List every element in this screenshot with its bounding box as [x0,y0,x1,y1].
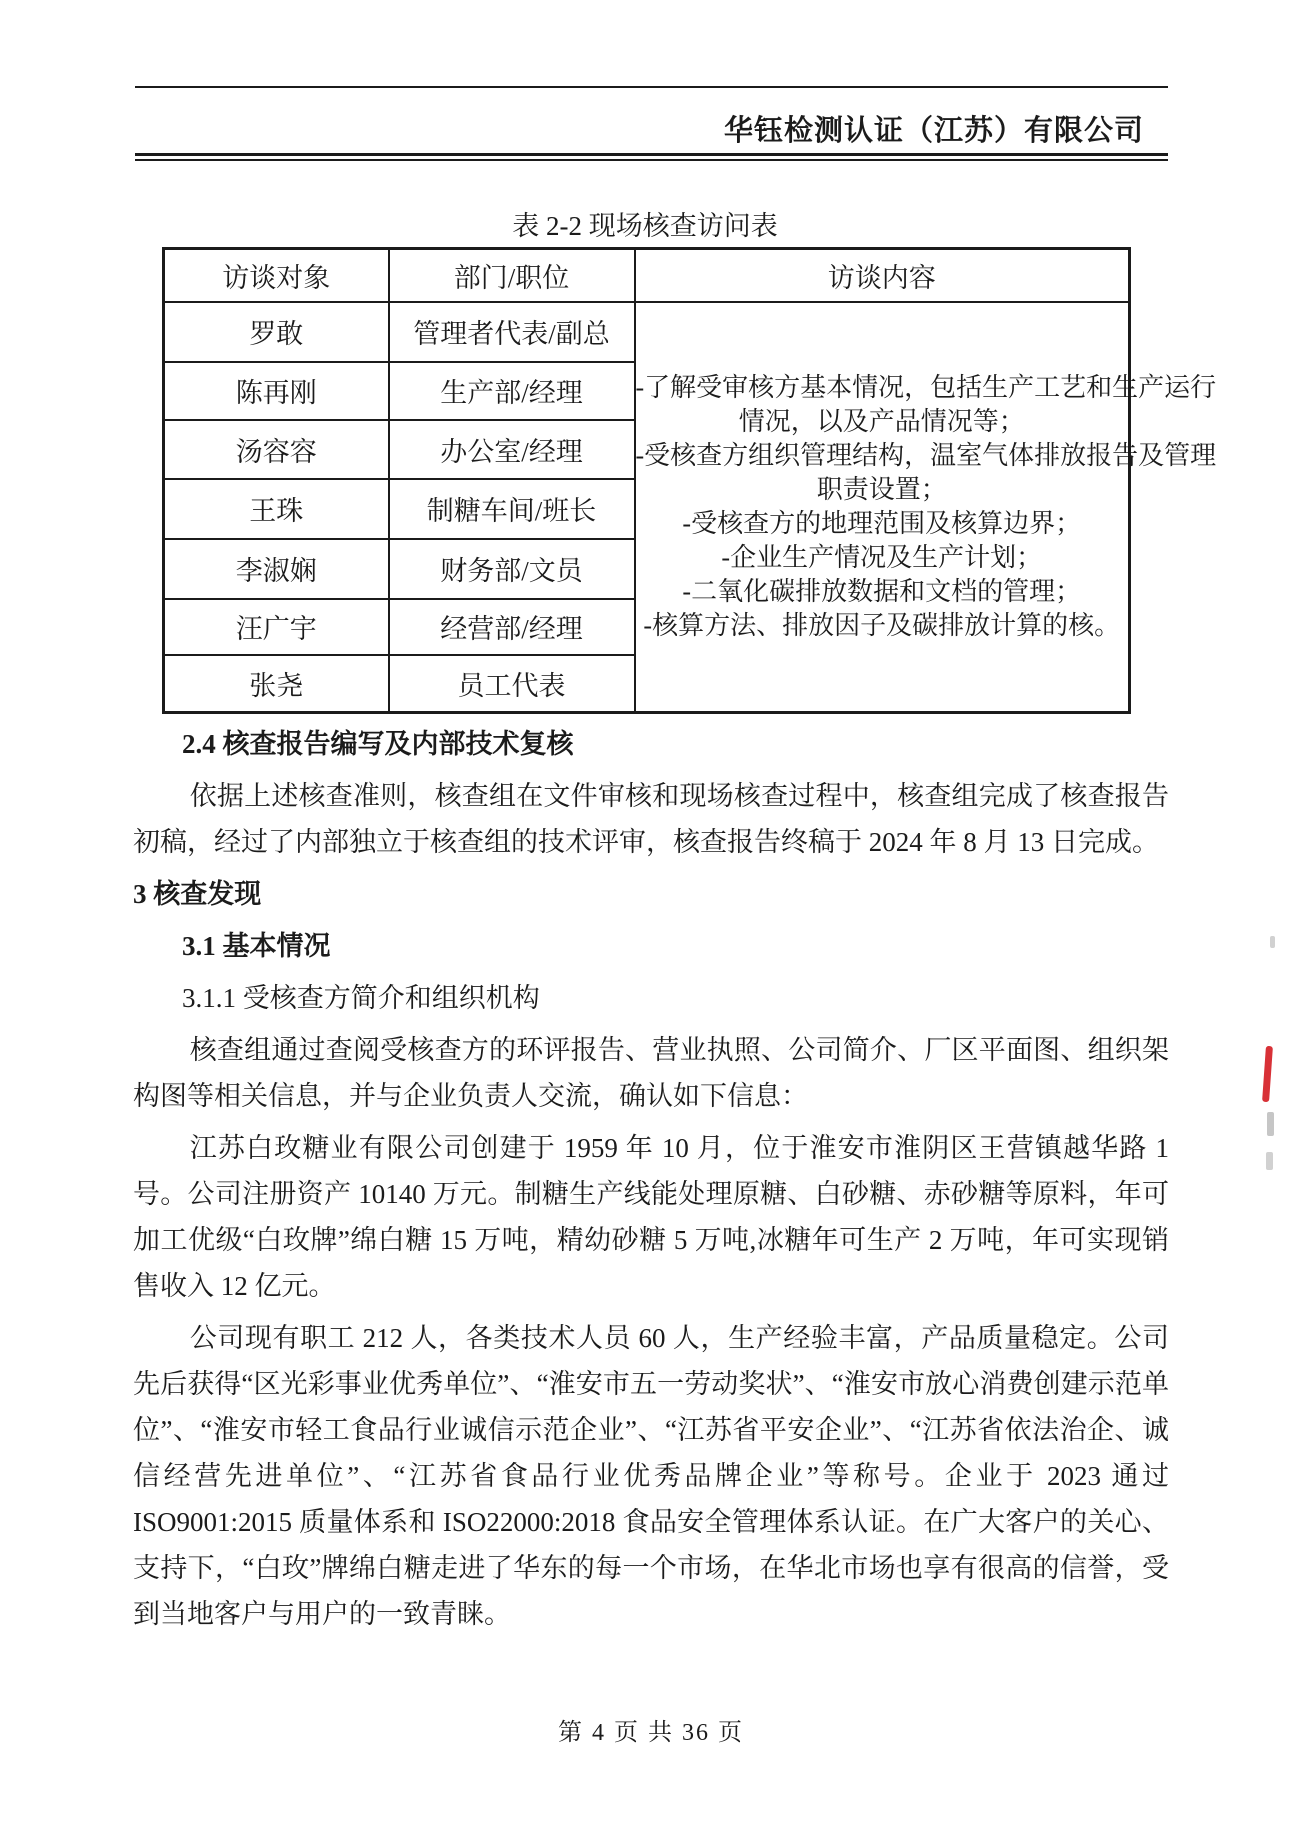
interview-content-line: -受核查方组织管理结构，温室气体排放报告及管理 [635,440,1217,470]
section-heading-3: 3 核查发现 [133,879,262,909]
interview-table [162,247,1217,714]
interviewee-name-cell: 陈再刚 [164,362,389,420]
col-header-interviewee: 访谈对象 [164,249,389,302]
interviewee-name-cell: 李淑娴 [164,539,389,599]
interviewee-name-cell: 罗敢 [164,302,389,362]
interview-content-line: 职责设置； [816,474,947,504]
scan-smudge [1266,1152,1273,1170]
interview-content-line: -核算方法、排放因子及碳排放计算的核。 [643,610,1121,640]
position-cell: 员工代表 [389,655,635,713]
interviewee-name-cell: 汪广宇 [164,599,389,655]
position-cell: 财务部/文员 [389,539,635,599]
interview-content-cell [635,302,1217,713]
paragraph-company-achievements: 公司现有职工 212 人，各类技术人员 60 人，生产经验丰富，产品质量稳定。公司先后获得“区光彩事业优秀单位”、“淮安市五一劳动奖状”、“淮安市放心消费创建示范单位”、“淮安市轻工食品行业诚信示范企业”、“江苏省平安企业”、“江苏省依法治企、诚信经营先进单位”、“江苏省食品行业优秀品牌企业”等称号。企业于 2023 通过 ISO9001:2015 质量体系和 ISO22000:2018 食品安全管理体系认证。在广大客户的关心、支持下，“白玫”牌绵白糖走进了华东的每一个市场，在华北市场也享有很高的信誉，受到当地客户与用户的一致青睐。 [133,1323,1169,1629]
position-cell: 办公室/经理 [389,420,635,479]
paragraph-company-review-sources: 核查组通过查阅受核查方的环评报告、营业执照、公司简介、厂区平面图、组织架构图等相关信息，并与企业负责人交流，确认如下信息： [133,1035,1169,1111]
scan-smudge [1270,936,1275,948]
header-top-rule [135,86,1168,88]
section-heading-2-4: 2.4 核查报告编写及内部技术复核 [182,729,574,759]
position-cell: 制糖车间/班长 [389,479,635,539]
table-header-row [164,249,1130,302]
interview-content-line: -受核查方的地理范围及核算边界； [682,508,1082,538]
interview-content-line: 情况，以及产品情况等； [738,406,1025,436]
interview-content-line: -了解受审核方基本情况，包括生产工艺和生产运行 [635,372,1217,402]
page-number: 第 4 页 共 36 页 [558,1720,744,1746]
interviewee-name-cell: 汤容容 [164,420,389,479]
table-caption: 表 2-2 现场核查访问表 [512,211,778,241]
col-header-department: 部门/职位 [389,249,635,302]
position-cell: 经营部/经理 [389,599,635,655]
section-heading-3-1-1: 3.1.1 受核查方简介和组织机构 [182,983,540,1013]
section-heading-3-1: 3.1 基本情况 [182,931,331,961]
document-body [133,721,1169,1637]
position-cell: 管理者代表/副总 [389,302,635,362]
page-footer [133,1716,1169,1750]
interviewee-name-cell: 王珠 [164,479,389,539]
paragraph-company-intro: 江苏白玫糖业有限公司创建于 1959 年 10 月，位于淮安市淮阴区王营镇越华路 1 号。公司注册资产 10140 万元。制糖生产线能处理原糖、白砂糖、赤砂糖等原料，年可加工优级“白玫牌”绵白糖 15 万吨，精幼砂糖 5 万吨,冰糖年可生产 2 万吨，年可实现销售收入 12 亿元。 [133,1133,1169,1301]
scan-smudge [1267,1112,1274,1136]
header-double-rule [135,153,1168,161]
paragraph-report-writing: 依据上述核查准则，核查组在文件审核和现场核查过程中，核查组完成了核查报告初稿，经过了内部独立于核查组的技术评审，核查报告终稿于 2024 年 8 月 13 日完成。 [133,781,1169,857]
table-row [164,302,1130,362]
interview-content-line: -企业生产情况及生产计划； [721,542,1043,572]
col-header-content: 访谈内容 [635,249,1130,302]
header-company-name: 华钰检测认证（江苏）有限公司 [723,115,1144,147]
red-pen-mark [1262,1046,1273,1102]
position-cell: 生产部/经理 [389,362,635,420]
interviewee-name-cell: 张尧 [164,655,389,713]
interview-content-line: -二氧化碳排放数据和文档的管理； [682,576,1082,606]
